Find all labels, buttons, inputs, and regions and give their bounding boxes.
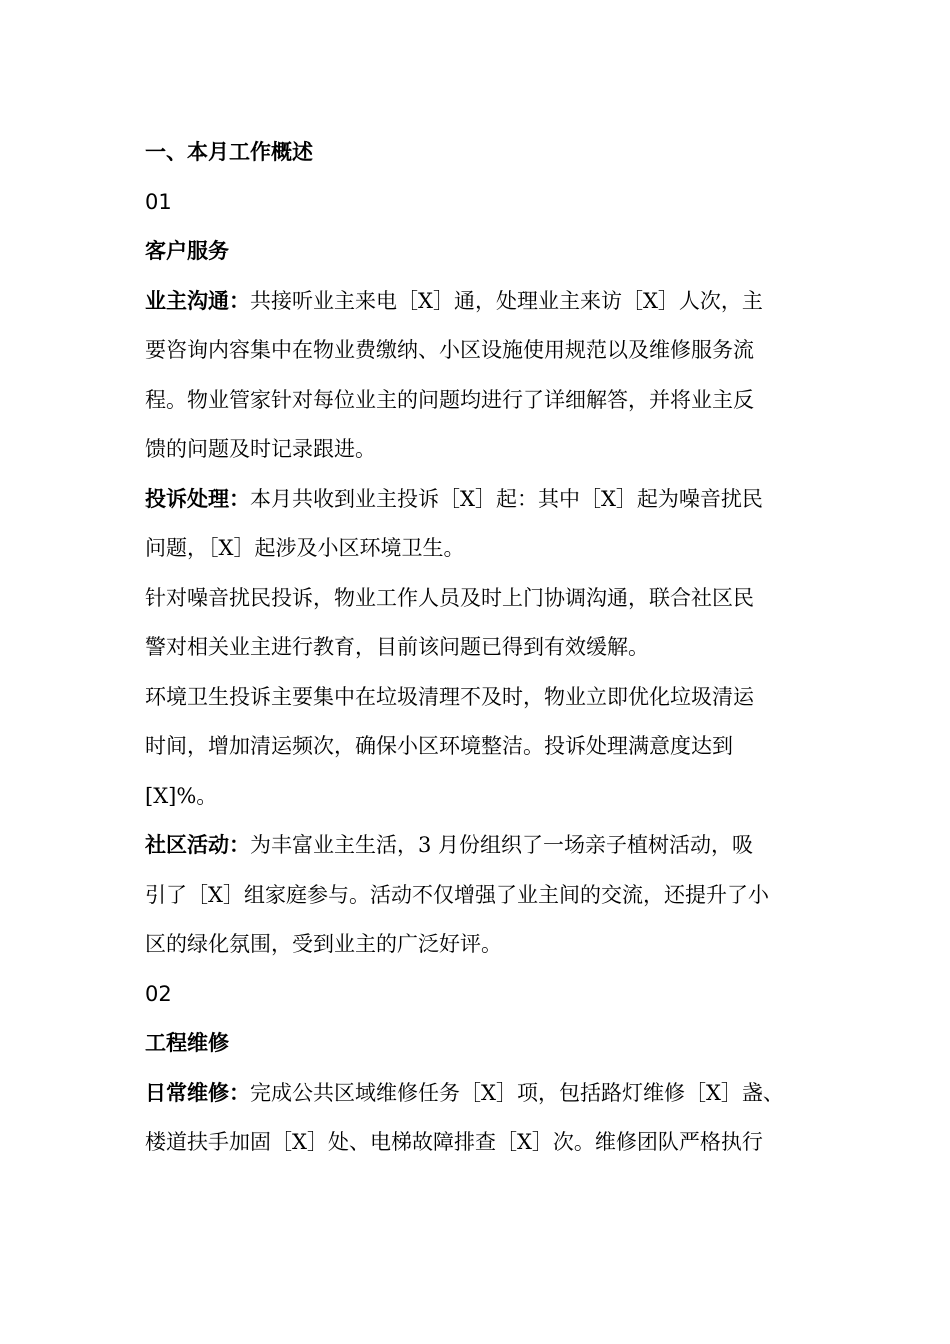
paragraph-line bbox=[145, 277, 815, 327]
paragraph-noise-complaints bbox=[145, 574, 815, 673]
paragraph-label: 投诉处理： bbox=[145, 486, 250, 511]
paragraph-label: 社区活动： bbox=[145, 833, 250, 857]
paragraph-daily-maintenance bbox=[145, 1069, 815, 1168]
paragraph-line bbox=[145, 821, 815, 871]
section-title: 一、本月工作概述 bbox=[145, 140, 313, 164]
part-number-02: 02 bbox=[145, 981, 172, 1006]
part-title-customer-service: 客户服务 bbox=[145, 239, 229, 263]
paragraph-line bbox=[145, 475, 815, 525]
paragraph-owner-communication bbox=[145, 277, 815, 475]
paragraph-text: 为丰富业主生活，3 月份组织了一场亲子植树活动，吸 bbox=[250, 833, 754, 857]
paragraph-line: [X]%。 bbox=[145, 783, 218, 808]
paragraph-community-activity bbox=[145, 821, 815, 970]
paragraph-line: 警对相关业主进行教育，目前该问题已得到有效缓解。 bbox=[145, 635, 649, 659]
part-title-engineering-maintenance: 工程维修 bbox=[145, 1031, 229, 1055]
paragraph-line: 引了［X］组家庭参与。活动不仅增强了业主间的交流，还提升了小 bbox=[145, 882, 769, 907]
paragraph-sanitation-complaints bbox=[145, 673, 815, 822]
paragraph-complaint-handling bbox=[145, 475, 815, 574]
paragraph-line bbox=[145, 1069, 815, 1119]
paragraph-label: 日常维修： bbox=[145, 1080, 250, 1105]
paragraph-line: 要咨询内容集中在物业费缴纳、小区设施使用规范以及维修服务流 bbox=[145, 338, 754, 362]
paragraph-label: 业主沟通： bbox=[145, 288, 250, 313]
paragraph-line: 区的绿化氛围，受到业主的广泛好评。 bbox=[145, 932, 502, 956]
paragraph-line: 时间，增加清运频次，确保小区环境整洁。投诉处理满意度达到 bbox=[145, 734, 733, 758]
paragraph-line: 针对噪音扰民投诉，物业工作人员及时上门协调沟通，联合社区民 bbox=[145, 585, 754, 610]
paragraph-line: 环境卫生投诉主要集中在垃圾清理不及时，物业立即优化垃圾清运 bbox=[145, 684, 754, 709]
part-number-01: 01 bbox=[145, 189, 172, 214]
paragraph-line: 问题，［X］起涉及小区环境卫生。 bbox=[145, 536, 465, 560]
paragraph-line: 程。物业管家针对每位业主的问题均进行了详细解答，并将业主反 bbox=[145, 387, 754, 412]
document-body bbox=[145, 128, 815, 1168]
paragraph-text: 共接听业主来电［X］通，处理业主来访［X］人次，主 bbox=[250, 288, 763, 313]
paragraph-text: 完成公共区域维修任务［X］项，包括路灯维修［X］盏、 bbox=[250, 1080, 784, 1105]
paragraph-line: 馈的问题及时记录跟进。 bbox=[145, 437, 376, 461]
paragraph-line: 楼道扶手加固［X］处、电梯故障排查［X］次。维修团队严格执行 bbox=[145, 1130, 763, 1154]
paragraph-text: 本月共收到业主投诉［X］起：其中［X］起为噪音扰民 bbox=[250, 486, 763, 511]
